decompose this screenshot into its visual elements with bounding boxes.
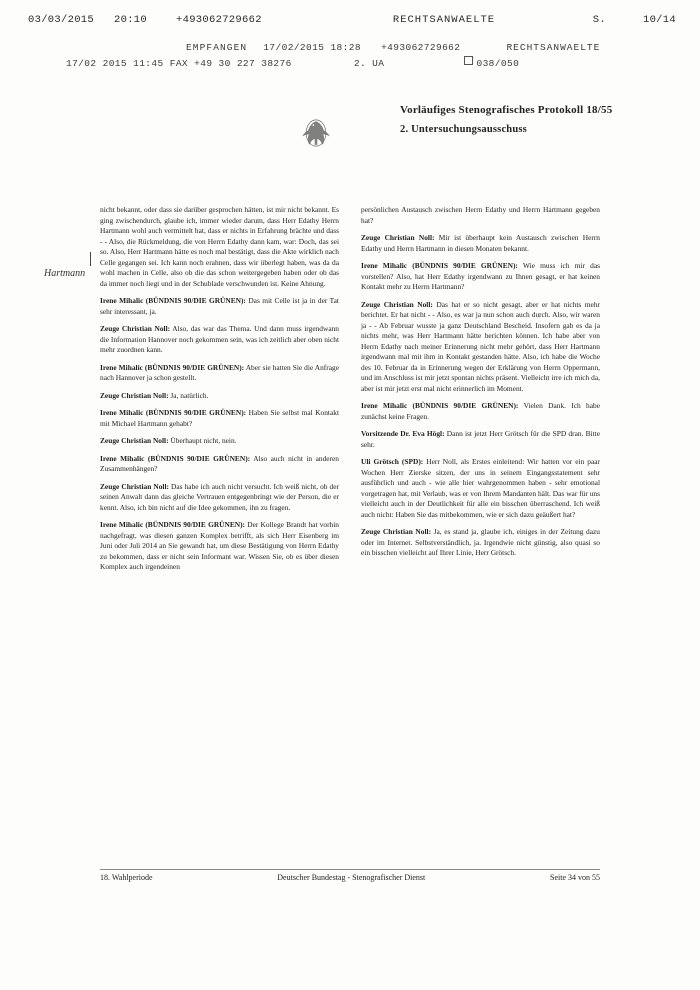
- fax-received-datetime: 17/02/2015 18:28: [263, 42, 361, 53]
- fax-received-label: EMPFANGEN: [186, 42, 248, 53]
- transcript-paragraph: [100, 296, 339, 317]
- committee-name: 2. Untersuchungsausschuss: [400, 124, 527, 135]
- paragraph-text: Wie muss ich mir das vorstellen? Also, hat Herr Edathy irgendwann zu Ihnen gesagt, er hat keinen Kontakt mehr zu Herrn Hartmann?: [361, 261, 600, 292]
- fax-secondary-unit: 2. UA: [353, 58, 385, 69]
- transcript-paragraph: [100, 520, 339, 573]
- paragraph-text: Das mit Celle ist ja in der Tat sehr interessant, ja.: [100, 296, 339, 316]
- fax-page-value: 10/14: [642, 14, 676, 26]
- speaker-name: Irene Mihalic (BÜNDNIS 90/DIE GRÜNEN):: [100, 453, 251, 463]
- speaker-name: Zeuge Christian Noll:: [361, 527, 432, 537]
- fax-secondary-counter: [464, 58, 519, 69]
- fax-page-label: S.: [592, 14, 606, 26]
- transcript-paragraph: [361, 205, 600, 226]
- transcript-paragraph: [100, 408, 339, 429]
- speaker-name: Irene Mihalic (BÜNDNIS 90/DIE GRÜNEN):: [361, 401, 519, 411]
- speaker-name: Zeuge Christian Noll:: [361, 233, 435, 243]
- fax-received-stamp: [186, 42, 600, 53]
- fax-secondary-datetime: 17/02 2015 11:45 FAX +49 30 227 38276: [66, 58, 292, 69]
- speaker-name: Irene Mihalic (BÜNDNIS 90/DIE GRÜNEN):: [100, 520, 246, 530]
- speaker-name: Zeuge Christian Noll:: [100, 324, 171, 334]
- transcript-paragraph: [100, 324, 339, 356]
- paragraph-text: Mir ist überhaupt kein Austausch zwischen Herrn Edathy und Herrn Hartmann in diesen Monaten bekannt.: [361, 233, 600, 253]
- paragraph-text: Herr Noll, als Erstes einleitend: Wir hatten vor ein paar Wochen Herr Zierske sitzen, der uns in seinem Eingangsstatement sehr ausführlich und auch - wie alle hier wahrgenommen haben - sehr emotional vorgetragen hat, mit Verlaub, was er von Ihrem Mandanten hält. Das war für uns vielleicht auch in der Deutlichkeit für alle ein bisschen überraschend. Ich weiß auch nicht: Haben Sie das mitbekommen, wie er sich dazu geäußert hat?: [361, 457, 600, 519]
- paragraph-text: Also, das war das Thema. Und dann muss irgendwann die Information Hannover noch gekommen sein, was ich zeitlich aber oben nicht mehr zuordnen kann.: [100, 324, 339, 355]
- transcript-paragraph: [100, 391, 339, 402]
- transcript-paragraph: [361, 457, 600, 520]
- paragraph-text: Vielen Dank. Ich habe zunächst keine Fragen.: [361, 401, 600, 421]
- transcript-paragraph: [361, 233, 600, 254]
- paragraph-text: Also auch nicht in anderen Zusammenhängen?: [100, 453, 339, 474]
- speaker-name: Zeuge Christian Noll:: [100, 481, 169, 491]
- counter-box-icon: [464, 56, 473, 65]
- transcript-paragraph: [361, 401, 600, 422]
- footer-page-number: Seite 34 von 55: [550, 873, 600, 882]
- paragraph-text: Das hat er so nicht gesagt, aber er hat nichts mehr berichtet. Er hat nicht - - Also, es war ja nun schon auch durch. Also, wir waren ja - - Ab Februar wusste ja ganz Deutschland Bescheid. Insofern gab es da ja nichts mehr, was Herr Hartmann hätte berichten können. Ich habe aber von Herrn Edathy nach meiner Erinnerung nicht mehr gehört, dass Herr Hartmann irgendwann mal mit ihm in Kontakt gestanden hätte. Also, ich habe die Woche des 10. Februar da in Erinnerung wegen der Erklärung von Herrn Oppermann, und im Anschluss ist mir jetzt spontan nichts präsent. Vielleicht irre ich mich da, aber ist mir jetzt erst mal nicht erinnerlich im Moment.: [361, 299, 600, 393]
- fax-time: 20:10: [114, 14, 148, 26]
- paragraph-text: Dann ist jetzt Herr Grötsch für die SPD dran. Bitte sehr.: [361, 429, 600, 449]
- paragraph-text: persönlichen Austausch zwischen Herrn Edathy und Herrn Hartmann gegeben hat?: [361, 205, 600, 225]
- transcript-paragraph: [361, 300, 600, 395]
- speaker-name: Zeuge Christian Noll:: [100, 390, 169, 400]
- fax-received-number: +493062729662: [381, 42, 461, 53]
- paragraph-text: Aber sie hatten Sie die Anfrage nach Hannover ja schon gestellt.: [100, 362, 339, 383]
- paragraph-text: Ja, natürlich.: [168, 390, 209, 400]
- fax-secondary-stamp: [66, 56, 519, 69]
- footer-legislative-period: 18. Wahlperiode: [100, 873, 153, 882]
- speaker-name: Irene Mihalic (BÜNDNIS 90/DIE GRÜNEN):: [100, 408, 247, 418]
- transcript-paragraph: [361, 429, 600, 450]
- paragraph-text: Das habe ich auch nicht versucht. Ich weiß nicht, ob der seinen Anwalt dann das gleiche Vertrauen entgegenbringt wie der Person, die er kennt. Also, ich bin nicht auf die Idee gekommen, ihn zu fragen.: [100, 481, 339, 512]
- paragraph-text: nicht bekannt, oder dass sie darüber gesprochen hätten, ist mir nicht bekannt. Es ging zwischendurch, glaube ich, immer wieder darum, dass Herr Edathy Herrn Hartmann wohl auch vermittelt hat, dass er nichts in Erfahrung brächte und dass - - Also, die Rückmeldung, die von Herrn Edathy dann kam, war: Doch, das sei so. Also, Herr Hartmann hätte es noch mal bestätigt, dass die Akte wirklich nach Celle gegangen sei. Ich kann noch erahnen, dass wir überlegt haben, was da da wohl machen in Celle, also ob die das schon weitergegeben haben oder ob das da immer noch liegt und in der Schublade verschwunden ist. Keine Ahnung.: [100, 205, 339, 288]
- transcript-paragraph: [361, 261, 600, 293]
- transcript-paragraph: [100, 363, 339, 384]
- paragraph-text: Überhaupt nicht, nein.: [168, 436, 237, 446]
- fax-received-recipient: RECHTSANWAELTE: [506, 42, 601, 53]
- column-right: [361, 205, 600, 845]
- transcript-paragraph: [100, 436, 339, 447]
- margin-mark: [90, 252, 91, 266]
- column-left: [100, 205, 339, 845]
- transcript-body: [100, 205, 600, 845]
- margin-annotation: Hartmann: [44, 268, 86, 279]
- page-footer: [100, 869, 600, 882]
- transcript-paragraph: [100, 205, 339, 289]
- paragraph-text: Haben Sie selbst mal Kontakt mit Michael Hartmann gehabt?: [100, 408, 340, 428]
- fax-transmission-header: [28, 14, 676, 26]
- paragraph-text: Ja, es stand ja, glaube ich, einiges in der Zeitung dazu oder im Internet. Selbstverständlich, ja. Irgendwie nicht günstig, also quasi so ein bisschen vielleicht auf Ihrer Linie, Herr Grötsch.: [361, 527, 601, 558]
- protocol-title: Vorläufiges Stenografisches Protokoll 18/55: [400, 104, 613, 116]
- fax-date: 03/03/2015: [28, 14, 95, 26]
- paragraph-text: Der Kollege Brandt hat vorhin nachgefragt, was diesen ganzen Komplex betrifft, als sich Herr Eisenberg im Juni oder Juli 2014 an Sie gewandt hat, um diese Bestätigung von Herrn Edathy zu bekommen, dass er nicht sein Informant war. Wissen Sie, ob es über diesen Komplex auch irgendeinen: [100, 520, 339, 572]
- speaker-name: Zeuge Christian Noll:: [361, 299, 433, 309]
- transcript-paragraph: [100, 482, 339, 514]
- fax-recipient: RECHTSANWAELTE: [392, 14, 496, 26]
- transcript-paragraph: [361, 527, 600, 559]
- speaker-name: Vorsitzende Dr. Eva Högl:: [361, 429, 445, 439]
- speaker-name: Irene Mihalic (BÜNDNIS 90/DIE GRÜNEN):: [100, 296, 246, 306]
- speaker-name: Irene Mihalic (BÜNDNIS 90/DIE GRÜNEN):: [361, 261, 518, 271]
- speaker-name: Irene Mihalic (BÜNDNIS 90/DIE GRÜNEN):: [100, 362, 245, 372]
- transcript-paragraph: [100, 454, 339, 475]
- fax-counter-value: 038/050: [476, 58, 520, 69]
- bundestag-eagle-icon: [295, 112, 337, 154]
- speaker-name: Zeuge Christian Noll:: [100, 436, 169, 446]
- fax-number: +493062729662: [176, 14, 262, 26]
- speaker-name: Uli Grötsch (SPD):: [361, 457, 424, 467]
- footer-service: Deutscher Bundestag - Stenografischer Dienst: [277, 873, 426, 882]
